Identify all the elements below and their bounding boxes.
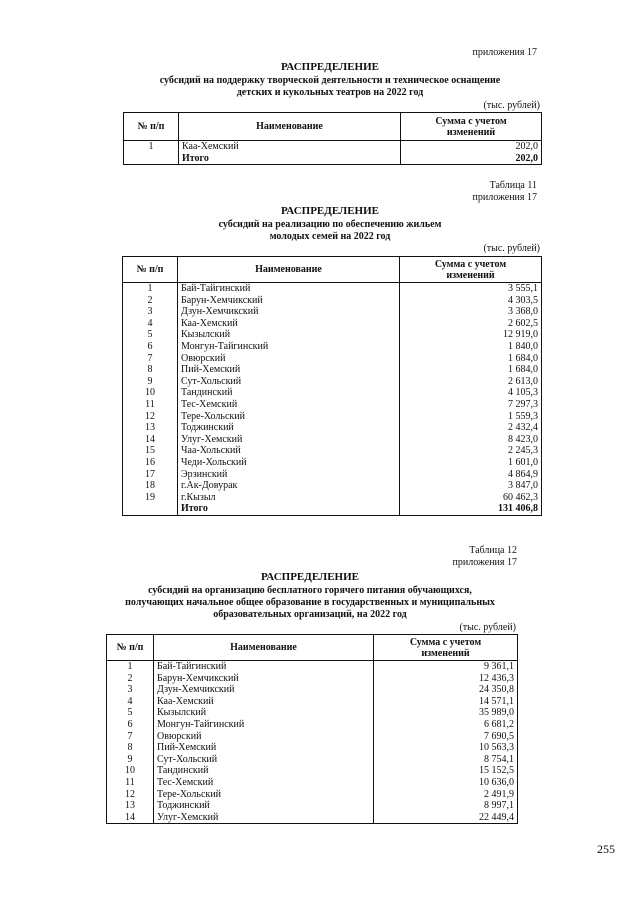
table-row: 6 Монгун-Тайгинский 6 681,2 [107, 719, 518, 731]
table-row: 2 Барун-Хемчикский 12 436,3 [107, 673, 518, 685]
table-row: 7 Овюрский 1 684,0 [123, 353, 542, 365]
table-row: 13 Тоджинский 8 997,1 [107, 800, 518, 812]
units-label: (тыс. рублей) [483, 243, 540, 254]
table-row: 16 Чеди-Хольский 1 601,0 [123, 457, 542, 469]
table-row: 1 Каа-Хемский 202,0 [124, 141, 542, 153]
table-row: 1 Бай-Тайгинский 3 555,1 [123, 283, 542, 295]
header-num: № п/п [107, 635, 154, 661]
table-row: 17 Эрзинский 4 864,9 [123, 469, 542, 481]
appendix-label: приложения 17 [472, 192, 537, 203]
section-subtitle: детских и кукольных театров на 2022 год [236, 87, 424, 98]
section-subtitle: молодых семей на 2022 год [269, 231, 391, 242]
section-subtitle: субсидий на поддержку творческой деятельности и техническое оснащение [159, 75, 501, 86]
header-name: Наименование [154, 635, 374, 661]
header-num: № п/п [123, 257, 178, 283]
table-row: 9 Сут-Хольский 2 613,0 [123, 376, 542, 388]
section-title: РАСПРЕДЕЛЕНИЕ [260, 571, 359, 583]
table-row: 12 Тере-Хольский 2 491,9 [107, 789, 518, 801]
appendix-label: приложения 17 [472, 47, 537, 58]
header-name: Наименование [179, 113, 401, 141]
section-title: РАСПРЕДЕЛЕНИЕ [280, 61, 379, 73]
table-row: 11 Тес-Хемский 7 297,3 [123, 399, 542, 411]
section-subtitle: образовательных организаций, на 2022 год [213, 609, 407, 620]
table-row: 14 Улуг-Хемский 8 423,0 [123, 434, 542, 446]
table-row: 11 Тес-Хемский 10 636,0 [107, 777, 518, 789]
table-row: 1 Бай-Тайгинский 9 361,1 [107, 661, 518, 673]
page-number: 255 [597, 842, 615, 856]
table-row: 10 Тандинский 15 152,5 [107, 765, 518, 777]
table-row: 8 Пий-Хемский 1 684,0 [123, 364, 542, 376]
subsidy-table-meals [106, 634, 518, 824]
table-row: 4 Каа-Хемский 2 602,5 [123, 318, 542, 330]
table-row: 15 Чаа-Хольский 2 245,3 [123, 445, 542, 457]
section-subtitle: субсидий на реализацию по обеспечению жильем [218, 219, 442, 230]
section-subtitle: субсидий на организацию бесплатного горячего питания обучающихся, [148, 585, 472, 596]
table-row: 2 Барун-Хемчикский 4 303,5 [123, 295, 542, 307]
table-row: 7 Овюрский 7 690,5 [107, 731, 518, 743]
units-label: (тыс. рублей) [483, 100, 540, 111]
header-name: Наименование [178, 257, 400, 283]
total-row: Итого 131 406,8 [123, 503, 542, 515]
table-row: 8 Пий-Хемский 10 563,3 [107, 742, 518, 754]
appendix-label: приложения 17 [452, 557, 517, 568]
header-num: № п/п [124, 113, 179, 141]
table-row: 5 Кызылский 12 919,0 [123, 329, 542, 341]
units-label: (тыс. рублей) [459, 622, 516, 633]
subsidy-table-theatres [123, 112, 542, 165]
table-row: 10 Тандинский 4 105,3 [123, 387, 542, 399]
table-row: 18 г.Ак-Довурак 3 847,0 [123, 480, 542, 492]
subsidy-table-housing [122, 256, 542, 516]
table-row: 6 Монгун-Тайгинский 1 840,0 [123, 341, 542, 353]
header-amount: Сумма с учетом изменений [401, 113, 542, 141]
table-row: 5 Кызылский 35 989,0 [107, 707, 518, 719]
table-row: 4 Каа-Хемский 14 571,1 [107, 696, 518, 708]
table-row: 14 Улуг-Хемский 22 449,4 [107, 812, 518, 824]
section-title: РАСПРЕДЕЛЕНИЕ [280, 205, 379, 217]
table-row: 13 Тоджинский 2 432,4 [123, 422, 542, 434]
table-label: Таблица 12 [469, 545, 517, 556]
section-subtitle: получающих начальное общее образование в государственных и муниципальных [125, 597, 495, 608]
header-amount: Сумма с учетом изменений [400, 257, 542, 283]
table-row: 19 г.Кызыл 60 462,3 [123, 492, 542, 504]
table-row: 12 Тере-Хольский 1 559,3 [123, 411, 542, 423]
table-row: 3 Дзун-Хемчикский 3 368,0 [123, 306, 542, 318]
total-row: Итого 202,0 [124, 153, 542, 165]
header-amount: Сумма с учетом изменений [374, 635, 518, 661]
table-label: Таблица 11 [489, 180, 537, 191]
table-row: 3 Дзун-Хемчикский 24 350,8 [107, 684, 518, 696]
table-row: 9 Сут-Хольский 8 754,1 [107, 754, 518, 766]
